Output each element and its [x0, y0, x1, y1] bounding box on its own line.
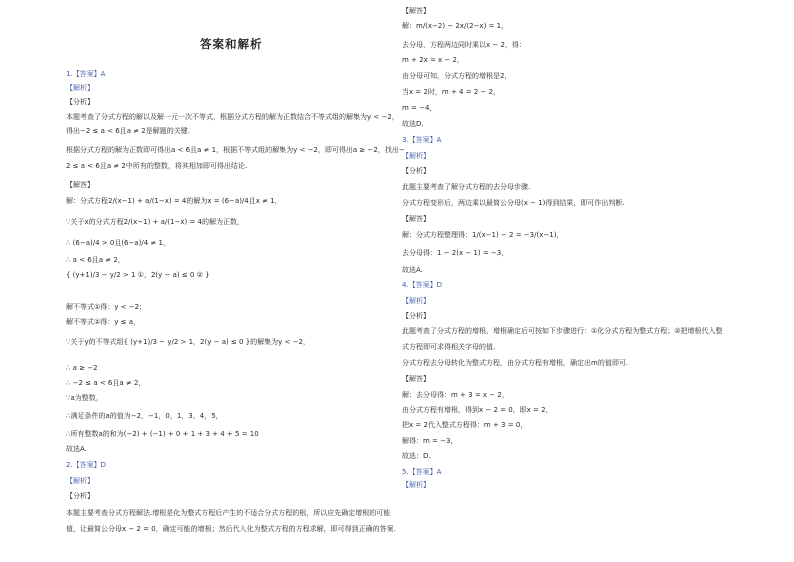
right-line: 解：m/(x−2) − 2x/(2−x) = 1， — [402, 22, 509, 30]
right-line: 去分母得：1 − 2(x − 1) = −3， — [402, 249, 509, 257]
left-line: 2 ≤ a < 6且a ≠ 2中所有的整数，将其相加即可得出结论. — [66, 162, 248, 170]
page-title: 答案和解析 — [200, 37, 263, 51]
right-line: 去分母，方程两边同时乘以x − 2，得： — [402, 41, 526, 49]
left-line: 【解析】 — [66, 84, 94, 92]
right-line: 此题主要考查了解分式方程的去分母步骤. — [402, 183, 531, 191]
right-line: 解：去分母得：m + 3 = x − 2， — [402, 391, 509, 399]
left-line: ∵关于y的不等式组{ (y+1)/3 − y/2 > 1，2(y − a) ≤ 0 }的解集为y < −2， — [66, 338, 310, 346]
left-line: ∴满足条件的a的值为−2，−1，0，1，3，4，5， — [66, 412, 223, 420]
right-line: 分式方程去分母转化为整式方程，由分式方程有增根，确定出m的值即可. — [402, 359, 629, 367]
right-line: 故选A. — [402, 266, 423, 274]
right-line: 此题考查了分式方程的增根，增根确定后可按如下步骤进行：①化分式方程为整式方程；②把增根代入整 — [402, 327, 723, 335]
right-line: 【解答】 — [402, 7, 430, 15]
left-line: ∴ −2 ≤ a < 6且a ≠ 2， — [66, 379, 146, 387]
left-line: 故选A. — [66, 445, 87, 453]
left-line: 1.【答案】A — [66, 70, 106, 78]
right-line: 把x = 2代入整式方程得：m + 3 = 0， — [402, 421, 528, 429]
left-line: 解：分式方程2/(x−1) + a/(1−x) = 4的解为x = (6−a)/4且x ≠ 1， — [66, 197, 282, 205]
left-line: 【解答】 — [66, 181, 94, 189]
right-line: 故选：D. — [402, 452, 431, 460]
left-line: ∴ a ≥ −2 — [66, 364, 98, 372]
left-line: ∴所有整数a的和为(−2) + (−1) + 0 + 1 + 3 + 4 + 5 = 10 — [66, 430, 259, 438]
right-line: 【分析】 — [402, 312, 430, 320]
right-line: 式方程即可求得相关字母的值. — [402, 343, 496, 351]
right-line: 4.【答案】D — [402, 281, 443, 289]
left-line: 【分析】 — [66, 98, 94, 106]
left-line: 【解析】 — [66, 477, 94, 485]
right-line: 分式方程变形后，两边乘以最简公分母(x − 1)得到结果，即可作出判断. — [402, 199, 625, 207]
right-line: 【解答】 — [402, 215, 430, 223]
left-line: 得出−2 ≤ a < 6且a ≠ 2是解题的关键. — [66, 127, 190, 135]
right-line: 【解析】 — [402, 481, 430, 489]
left-line: 根据分式方程的解为正数即可得出a < 6且a ≠ 1，根据不等式组的解集为y < −2，即可得出a ≥ −2，找出− — [66, 146, 405, 154]
right-line: 由分式方程有增根，得到x − 2 = 0，即x = 2， — [402, 406, 553, 414]
right-line: 【解析】 — [402, 152, 430, 160]
left-line: 【分析】 — [66, 492, 94, 500]
left-line: ∴ (6−a)/4 > 0且(6−a)/4 ≠ 1， — [66, 239, 170, 247]
right-line: 【分析】 — [402, 167, 430, 175]
right-line: m + 2x = x − 2， — [402, 56, 464, 64]
right-line: 5.【答案】A — [402, 468, 442, 476]
right-line: m = −4， — [402, 104, 437, 112]
left-line: 2.【答案】D — [66, 461, 107, 469]
right-line: 3.【答案】A — [402, 136, 442, 144]
left-line: 本题主要考查分式方程解法.增根是化为整式方程后产生的不适合分式方程的根，所以应先确定增根的可能 — [66, 509, 391, 517]
left-line: 值，让最简公分母x − 2 = 0，确定可能的增根；然后代入化为整式方程的方程求解，即可得到正确的答案. — [66, 525, 396, 533]
left-line: { (y+1)/3 − y/2 > 1 ①，2(y − a) ≤ 0 ② } — [66, 271, 210, 279]
right-line: 解：分式方程整理得：1/(x−1) − 2 = −3/(x−1)， — [402, 231, 564, 239]
left-line: 本题考查了分式方程的解以及解一元一次不等式，根据分式方程的解为正数结合不等式组的解集为y < −2， — [66, 113, 399, 121]
right-line: 解得：m = −3， — [402, 437, 458, 445]
left-line: 解不等式②得：y ≤ a， — [66, 318, 141, 326]
left-line: ∴ a < 6且a ≠ 2， — [66, 256, 125, 264]
right-line: 【解答】 — [402, 375, 430, 383]
left-line: ∵关于x的分式方程2/(x−1) + a/(1−x) = 4的解为正数， — [66, 218, 244, 226]
left-line: 解不等式①得：y < −2； — [66, 303, 147, 311]
right-line: 故选D. — [402, 120, 424, 128]
right-line: 【解析】 — [402, 297, 430, 305]
left-line: ∵a为整数， — [66, 394, 103, 402]
right-line: 由分母可知，分式方程的增根是2， — [402, 72, 512, 80]
right-line: 当x = 2时，m + 4 = 2 − 2， — [402, 88, 501, 96]
